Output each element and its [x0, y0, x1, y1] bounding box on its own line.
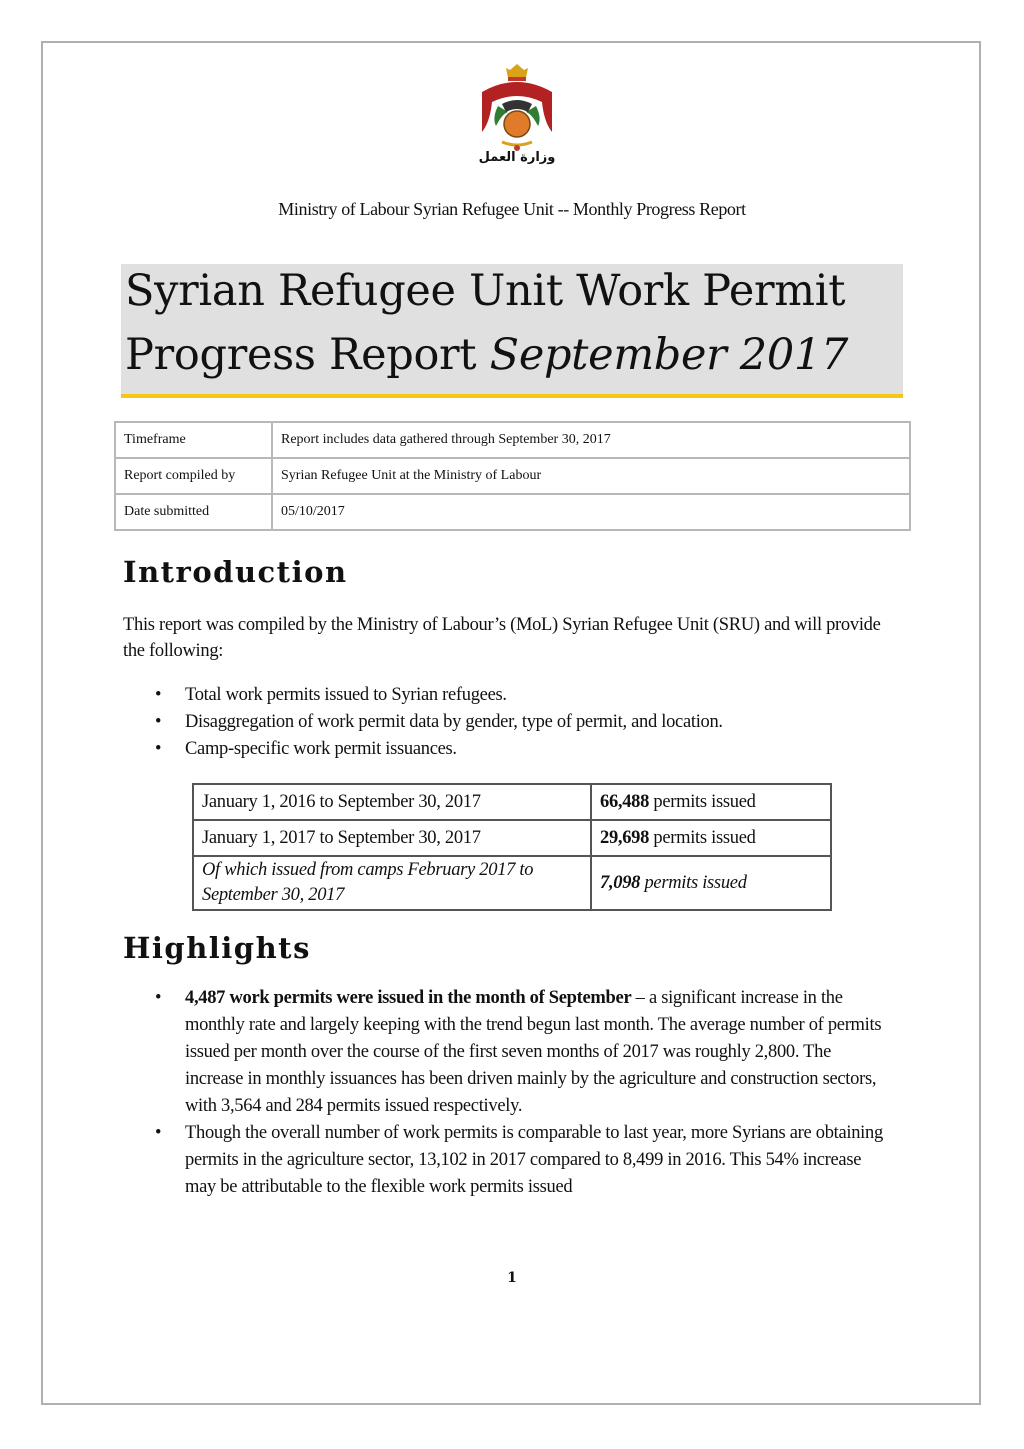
highlight-text: – a significant increase in the monthly rate and largely keeping with the trend begun last month. The average number of permits issued per month over the course of the first seven months of 2017 was roughly 2,800. The increase in monthly issuances has been driven mainly by the agriculture and construction sectors, with 3,564 and 284 permits issued respectively. — [185, 988, 882, 1116]
title-plain: Progress Report — [125, 330, 490, 380]
title-line-2 — [125, 330, 848, 380]
meta-label: Report compiled by — [115, 458, 272, 494]
bullet-icon: • — [155, 739, 162, 759]
highlight-bold-lead: 4,487 work permits were issued in the month of September — [185, 988, 632, 1008]
count-suffix: permits issued — [649, 827, 756, 848]
period-cell: January 1, 2017 to September 30, 2017 — [193, 820, 591, 856]
introduction-list — [123, 682, 903, 763]
list-item-text: Disaggregation of work permit data by gender, type of permit, and location. — [185, 712, 723, 732]
permit-count: 7,098 — [600, 872, 641, 893]
bullet-icon: • — [155, 988, 162, 1008]
table-row — [193, 784, 831, 820]
report-subtitle: Ministry of Labour Syrian Refugee Unit -- Monthly Progress Report — [278, 199, 746, 219]
period-cell: January 1, 2016 to September 30, 2017 — [193, 784, 591, 820]
meta-value: 05/10/2017 — [272, 494, 910, 530]
ministry-arabic-caption: وزارة العمل — [478, 150, 556, 165]
list-item — [123, 682, 903, 709]
table-row — [193, 820, 831, 856]
list-item-text: Total work permits issued to Syrian refugees. — [185, 685, 507, 705]
table-row — [115, 458, 910, 494]
meta-label: Timeframe — [115, 422, 272, 458]
highlights-heading: Highlights — [123, 931, 311, 965]
meta-value: Syrian Refugee Unit at the Ministry of Labour — [272, 458, 910, 494]
period-cell: Of which issued from camps February 2017 to September 30, 2017 — [193, 856, 591, 910]
table-row — [115, 494, 910, 530]
meta-value: Report includes data gathered through September 30, 2017 — [272, 422, 910, 458]
introduction-paragraph: This report was compiled by the Ministry of Labour’s (MoL) Syrian Refugee Unit (SRU) and will provide the following: — [123, 615, 881, 661]
bullet-icon: • — [155, 712, 162, 732]
table-row — [115, 422, 910, 458]
bullet-icon: • — [155, 1123, 162, 1143]
table-row — [193, 856, 831, 910]
permit-count: 66,488 — [600, 791, 650, 812]
title-line-1: Syrian Refugee Unit Work Permit — [125, 266, 846, 316]
title-italic-date: September 2017 — [489, 330, 849, 380]
title-banner — [121, 264, 903, 398]
list-item — [123, 736, 903, 763]
count-suffix: permits issued — [640, 872, 747, 893]
list-item — [123, 709, 903, 736]
list-item — [123, 985, 893, 1120]
permit-stats-table — [192, 783, 832, 911]
meta-label: Date submitted — [115, 494, 272, 530]
highlights-list — [123, 985, 893, 1201]
highlight-text: Though the overall number of work permits is comparable to last year, more Syrians are obtaining permits in the agriculture sector, 13,102 in 2017 compared to 8,499 in 2016. This 54% increase may be attributable to the flexible work permits issued — [185, 1123, 883, 1197]
page-number: 1 — [507, 1270, 517, 1286]
count-cell — [591, 820, 831, 856]
list-item — [123, 1120, 893, 1201]
bullet-icon: • — [155, 685, 162, 705]
introduction-heading: Introduction — [123, 555, 348, 589]
list-item-text: Camp-specific work permit issuances. — [185, 739, 457, 759]
count-cell — [591, 784, 831, 820]
count-cell — [591, 856, 831, 910]
report-meta-table — [114, 421, 911, 531]
count-suffix: permits issued — [649, 791, 756, 812]
permit-count: 29,698 — [600, 827, 650, 848]
